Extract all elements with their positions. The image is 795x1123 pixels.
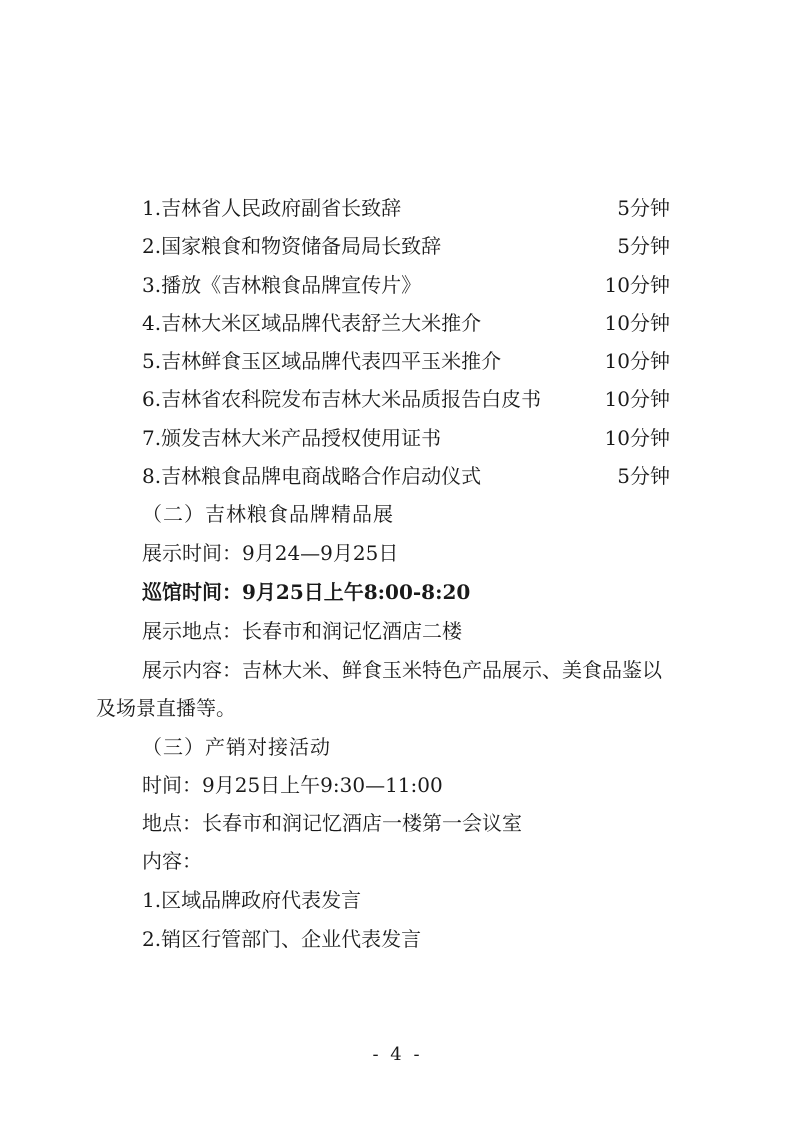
agenda-row [142,269,670,307]
agenda-item-duration: 5分钟 [617,234,670,259]
agenda-item-text: 8.吉林粮食品牌电商战略合作启动仪式 [142,464,482,489]
session-time: 时间：9月25日上午9:30—11:00 [142,773,443,797]
agenda-item-text: 7.颁发吉林大米产品授权使用证书 [142,425,442,450]
agenda-row [142,192,670,230]
agenda-item-duration: 10分钟 [604,272,670,297]
tour-time: 巡馆时间：9月25日上午8:00-8:20 [142,580,471,604]
page-number: - 4 - [372,1044,423,1065]
agenda-item-text: 3.播放《吉林粮食品牌宣传片》 [142,272,422,297]
agenda-item-duration: 10分钟 [604,425,670,450]
agenda-item-text: 6.吉林省农科院发布吉林大米品质报告白皮书 [142,387,542,412]
agenda-item-duration: 10分钟 [604,310,670,335]
section-three-heading: （三）产销对接活动 [142,735,331,759]
agenda-item-duration: 5分钟 [617,196,670,220]
session-location: 地点：长春市和润记忆酒店一楼第一会议室 [142,811,522,835]
agenda-item-text: 1.吉林省人民政府副省长致辞 [142,196,402,220]
agenda-item-text: 5.吉林鲜食玉区域品牌代表四平玉米推介 [142,349,502,374]
content-item: 2.销区行管部门、企业代表发言 [142,927,422,951]
display-content-line-2: 及场景直播等。 [96,696,236,720]
content-label: 内容： [142,849,202,873]
agenda-item-duration: 5分钟 [617,464,670,489]
display-location: 展示地点：长春市和润记忆酒店二楼 [142,619,462,643]
display-content-line-1: 展示内容：吉林大米、鲜食玉米特色产品展示、美食品鉴以 [142,658,662,682]
display-time: 展示时间：9月24—9月25日 [142,541,399,565]
agenda-item-text: 4.吉林大米区域品牌代表舒兰大米推介 [142,310,482,335]
agenda-item-duration: 10分钟 [604,387,670,412]
agenda-row [142,383,670,421]
agenda-item-text: 2.国家粮食和物资储备局局长致辞 [142,234,442,259]
section-two-heading: （二）吉林粮食品牌精品展 [142,502,394,526]
agenda-list [142,192,670,498]
agenda-row [142,307,670,345]
agenda-row [142,345,670,383]
content-item: 1.区域品牌政府代表发言 [142,888,362,912]
agenda-item-duration: 10分钟 [604,349,670,374]
agenda-row [142,460,670,498]
agenda-row [142,422,670,460]
agenda-row [142,230,670,268]
